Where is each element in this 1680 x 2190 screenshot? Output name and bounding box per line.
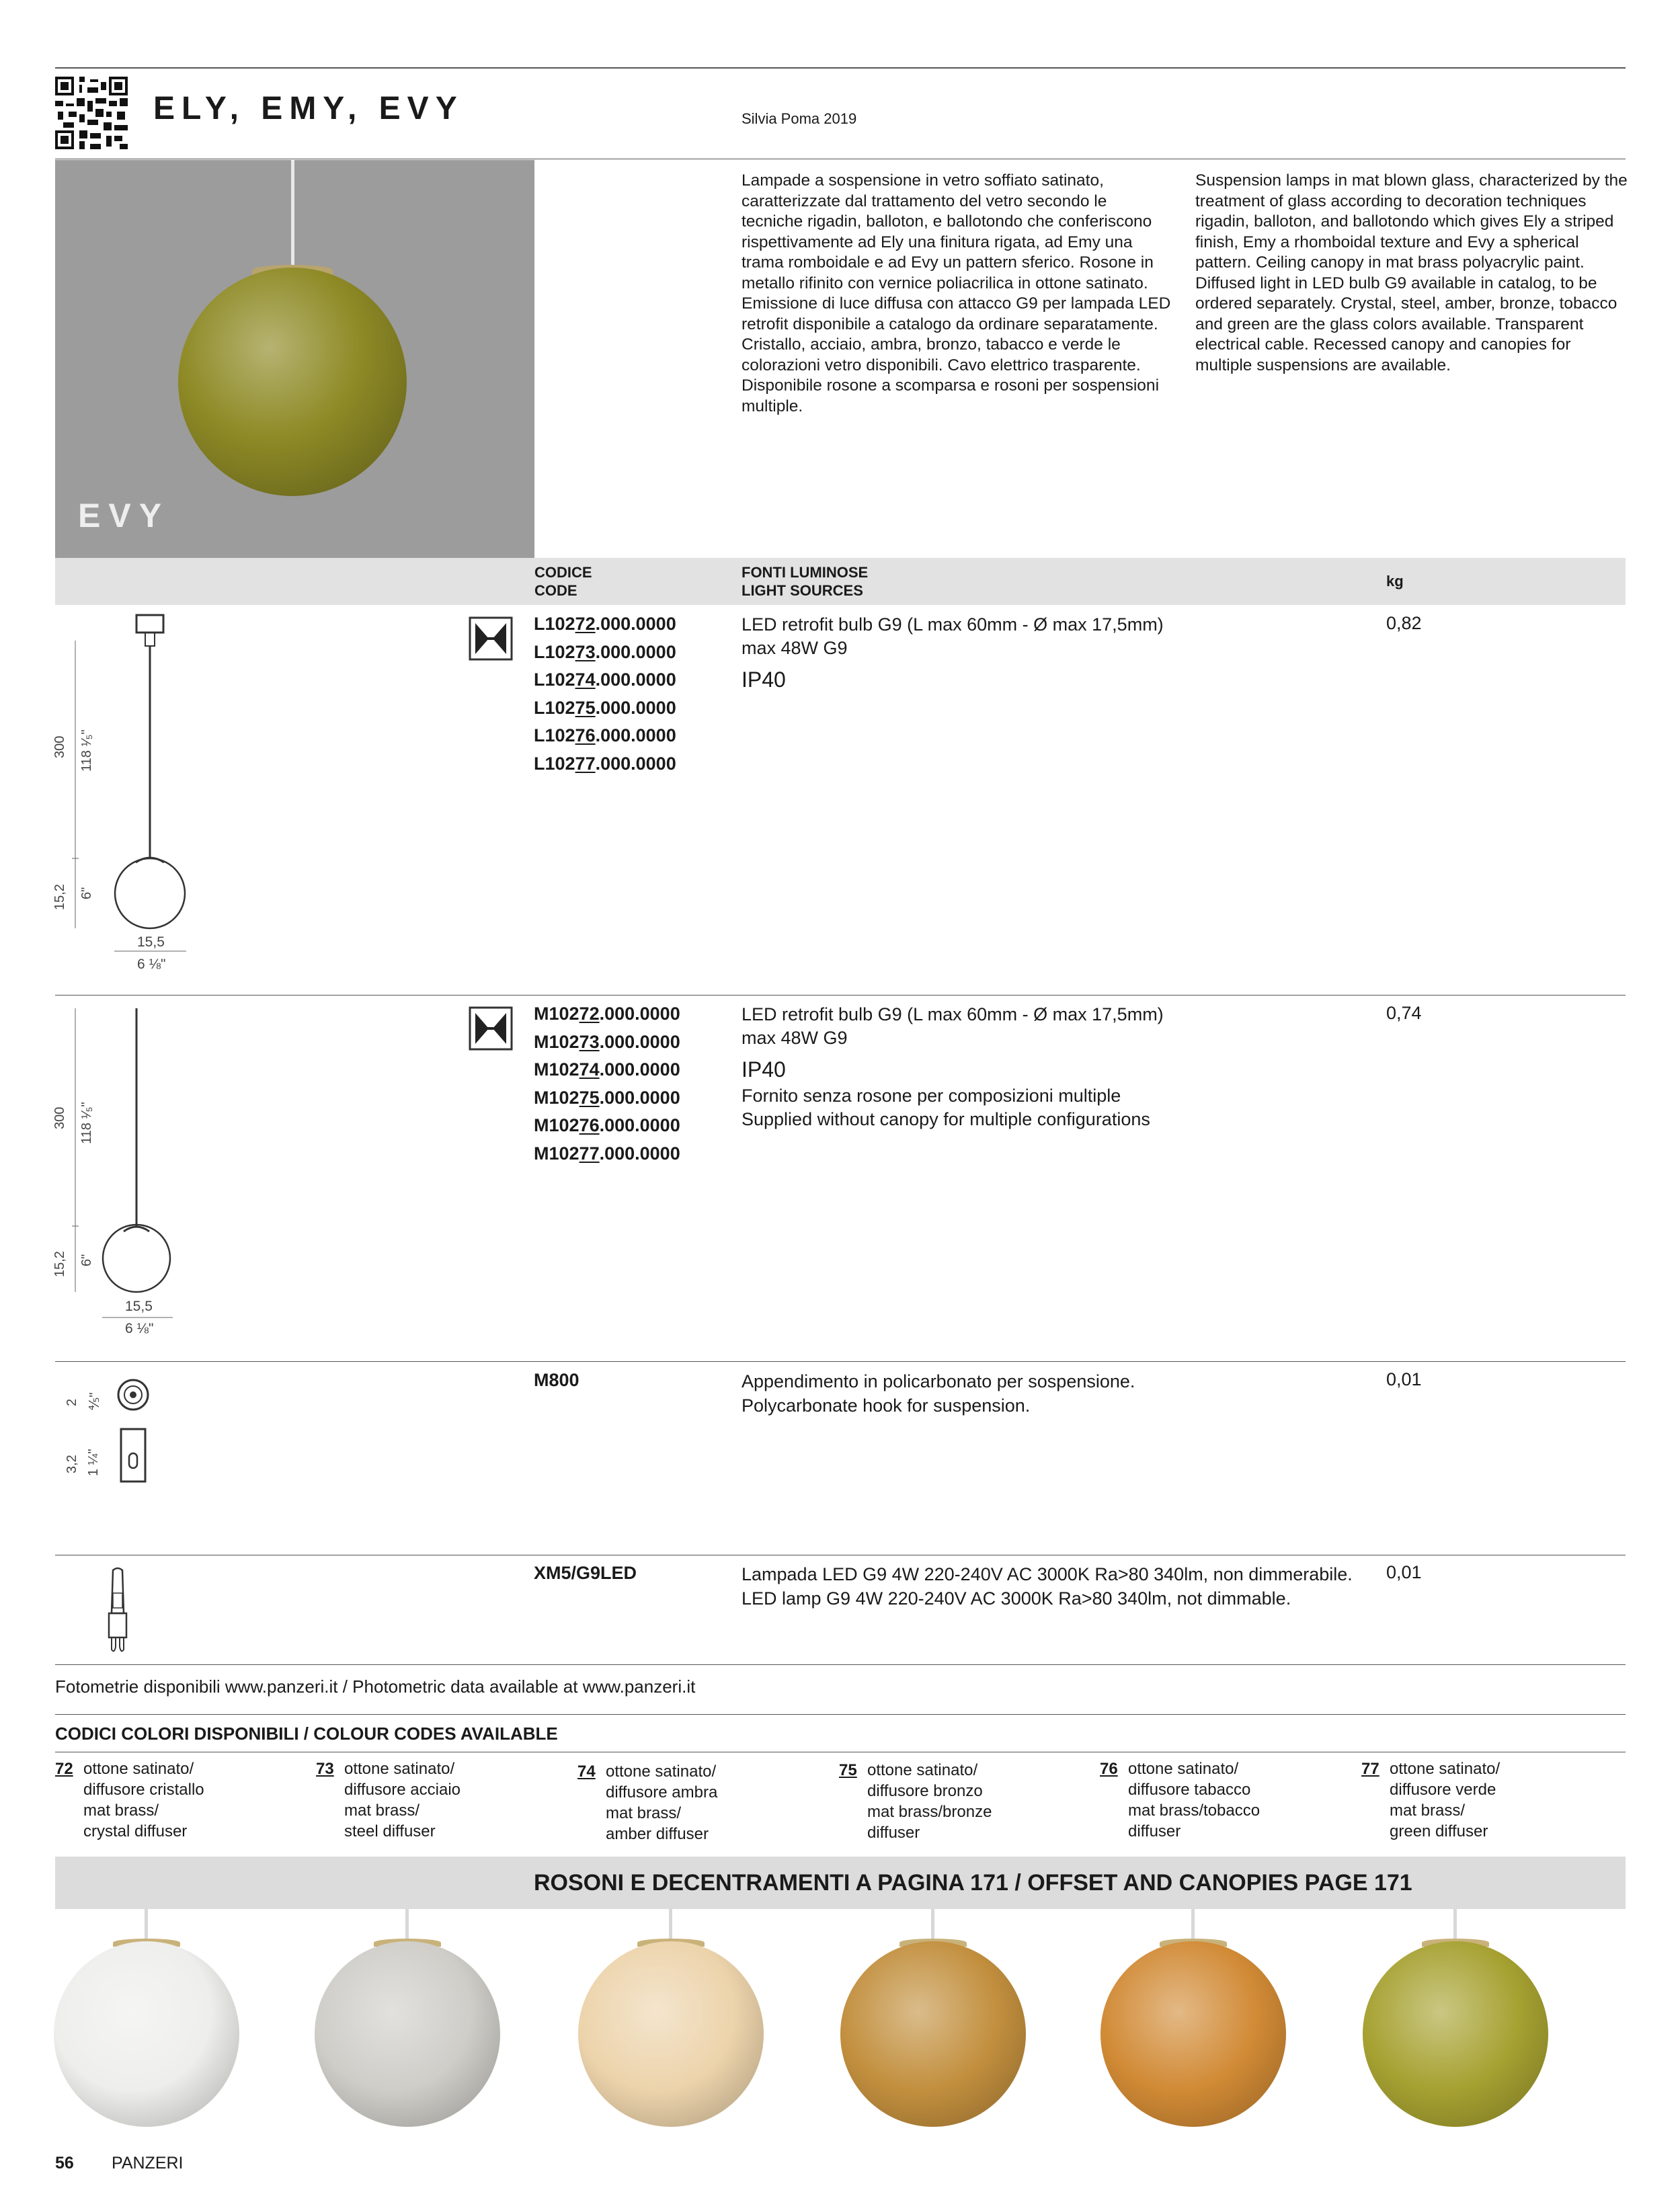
- dim-height-in: 118 ¹⁄₅": [79, 729, 94, 772]
- hook-drawing: [108, 1371, 161, 1492]
- lamp-description-english: LED lamp G9 4W 220-240V AC 3000K Ra>80 340lm, not dimmable.: [742, 1588, 1291, 1609]
- source-header: FONTI LUMINOSE LIGHT SOURCES: [742, 564, 869, 599]
- dim-a-cm: 2: [65, 1398, 79, 1406]
- brand-name: PANZERI: [112, 2154, 184, 2173]
- page-number: 56: [55, 2154, 74, 2173]
- ip-rating: IP40: [742, 1057, 786, 1082]
- weight-value: 0,01: [1386, 1562, 1422, 1582]
- hook-description-italian: Appendimento in policarbonato per sospensione.: [742, 1371, 1135, 1391]
- dim-width-cm: 15,5: [125, 1299, 153, 1314]
- swatch-pendant-crystal: [52, 1909, 241, 2131]
- swatch-pendant-steel: [313, 1909, 502, 2131]
- light-source-wattage: max 48W G9: [742, 1028, 848, 1048]
- ip-rating: IP40: [742, 667, 786, 692]
- swatch-sphere-tobacco: [1101, 1941, 1286, 2127]
- code-header: CODICE CODE: [534, 564, 592, 599]
- light-source-spec: LED retrofit bulb G9 (L max 60mm - Ø max 17,5mm): [742, 614, 1164, 635]
- weight-value: 0,74: [1386, 1003, 1422, 1023]
- swatch-pendant-tobacco: [1099, 1909, 1287, 2131]
- swatch-pendant-amber: [577, 1909, 765, 2131]
- swatch-sphere-crystal: [54, 1941, 239, 2127]
- light-source-wattage: max 48W G9: [742, 638, 848, 658]
- class-ii-insulation-icon: [469, 616, 513, 661]
- light-source-spec: LED retrofit bulb G9 (L max 60mm - Ø max 17,5mm): [742, 1004, 1164, 1024]
- supply-note-italian: Fornito senza rosone per composizioni multiple: [742, 1086, 1121, 1106]
- dim-b-in: 1 ¼": [86, 1449, 101, 1476]
- colour-swatch-row: [0, 1909, 1680, 2138]
- lamp-description-italian: Lampada LED G9 4W 220-240V AC 3000K Ra>80 340lm, non dimmerabile.: [742, 1564, 1353, 1584]
- kg-header: kg: [1386, 573, 1404, 590]
- canopies-banner-text: ROSONI E DECENTRAMENTI A PAGINA 171 / OFFSET AND CANOPIES PAGE 171: [534, 1870, 1412, 1896]
- dim-height-cm: 300: [52, 735, 67, 758]
- dim-diameter-in: 6": [79, 1254, 94, 1266]
- dim-width-in: 6 ⅛": [137, 957, 166, 972]
- photometric-note: Fotometrie disponibili www.panzeri.it / Photometric data available at www.panzeri.it: [55, 1676, 696, 1697]
- evy-glass-sphere: [178, 268, 407, 496]
- swatch-pendant-green: [1361, 1909, 1550, 2131]
- article-codes-l: L10272.000.0000 L10273.000.0000 L10274.000.0000 L10275.000.0000 L10276.000.0000 L10277.000.0000: [534, 614, 676, 774]
- qr-code-icon: [55, 77, 128, 149]
- swatch-sphere-green: [1363, 1941, 1548, 2127]
- dim-height-in: 118 ¹⁄₅": [79, 1102, 94, 1144]
- weight-value: 0,82: [1386, 613, 1422, 633]
- swatch-sphere-steel: [315, 1941, 500, 2127]
- swatch-sphere-amber: [578, 1941, 764, 2127]
- class-ii-insulation-icon: [469, 1006, 513, 1051]
- table-header-bar: [55, 558, 1626, 605]
- product-title: ELY, EMY, EVY: [153, 91, 464, 126]
- designer-credit: Silvia Poma 2019: [742, 110, 857, 127]
- hero-photo: [55, 160, 534, 558]
- canopies-banner: [55, 1857, 1626, 1909]
- pendant-drawing-without-canopy: [55, 1002, 277, 1351]
- description-italian: Lampade a sospensione in vetro soffiato satinato, caratterizzate dal trattamento del vetro secondo le tecniche rigadin, balloton, e ballotondo che conferiscono rispettivamente ad Ely una finitura rigata, ad Emy una trama romboidale e ad Evy un pattern sferico. Rosone in metallo rifinito con vernice poliacrilica in ottone satinato. Emissione di luce diffusa con attacco G9 per lampada LED retrofit disponibile a catalogo da ordinare separatamente. Cristallo, acciaio, ambra, bronzo, tabacco e verde le colorazioni vetro disponibili. Cavo elettrico trasparente. Disponibile rosone a scomparsa e rosoni per sospensioni multiple.: [742, 171, 1171, 415]
- dim-width-cm: 15,5: [137, 934, 165, 950]
- colour-codes-title: CODICI COLORI DISPONIBILI / COLOUR CODES AVAILABLE: [55, 1723, 558, 1744]
- swatch-pendant-bronze: [839, 1909, 1027, 2131]
- article-code-lamp: XM5/G9LED: [534, 1563, 637, 1583]
- dim-width-in: 6 ⅛": [125, 1321, 154, 1336]
- dim-diameter-in: 6": [79, 887, 94, 899]
- dim-a-in: ⅘": [87, 1392, 102, 1410]
- description-english: Suspension lamps in mat blown glass, characterized by the treatment of glass according to decoration techniques rigadin, balloton, and ballotondo which gives Ely a striped finish, Emy a rhomboidal texture and Evy a spherical pattern. Ceiling canopy in mat brass polyacrylic paint. Diffused light in LED bulb G9 available in catalog, to be ordered separately. Crystal, steel, amber, bronze, tobacco and green are the glass colors available. Transparent electrical cable. Recessed canopy and canopies for multiple suspensions are available.: [1195, 171, 1628, 374]
- dim-diameter-cm: 15,2: [52, 884, 67, 910]
- pendant-drawing-with-canopy: [55, 608, 277, 985]
- supply-note-english: Supplied without canopy for multiple configurations: [742, 1109, 1150, 1129]
- weight-value: 0,01: [1386, 1369, 1422, 1389]
- g9-bulb-drawing: [101, 1566, 134, 1654]
- hook-description-english: Polycarbonate hook for suspension.: [742, 1395, 1031, 1416]
- article-codes-m: M10272.000.0000 M10273.000.0000 M10274.000.0000 M10275.000.0000 M10276.000.0000 M10277.000.0000: [534, 1004, 680, 1164]
- dim-diameter-cm: 15,2: [52, 1251, 67, 1277]
- dim-height-cm: 300: [52, 1106, 67, 1129]
- swatch-sphere-bronze: [840, 1941, 1026, 2127]
- article-code-hook: M800: [534, 1370, 579, 1390]
- dim-b-cm: 3,2: [65, 1455, 79, 1473]
- hero-badge: EVY: [78, 497, 170, 534]
